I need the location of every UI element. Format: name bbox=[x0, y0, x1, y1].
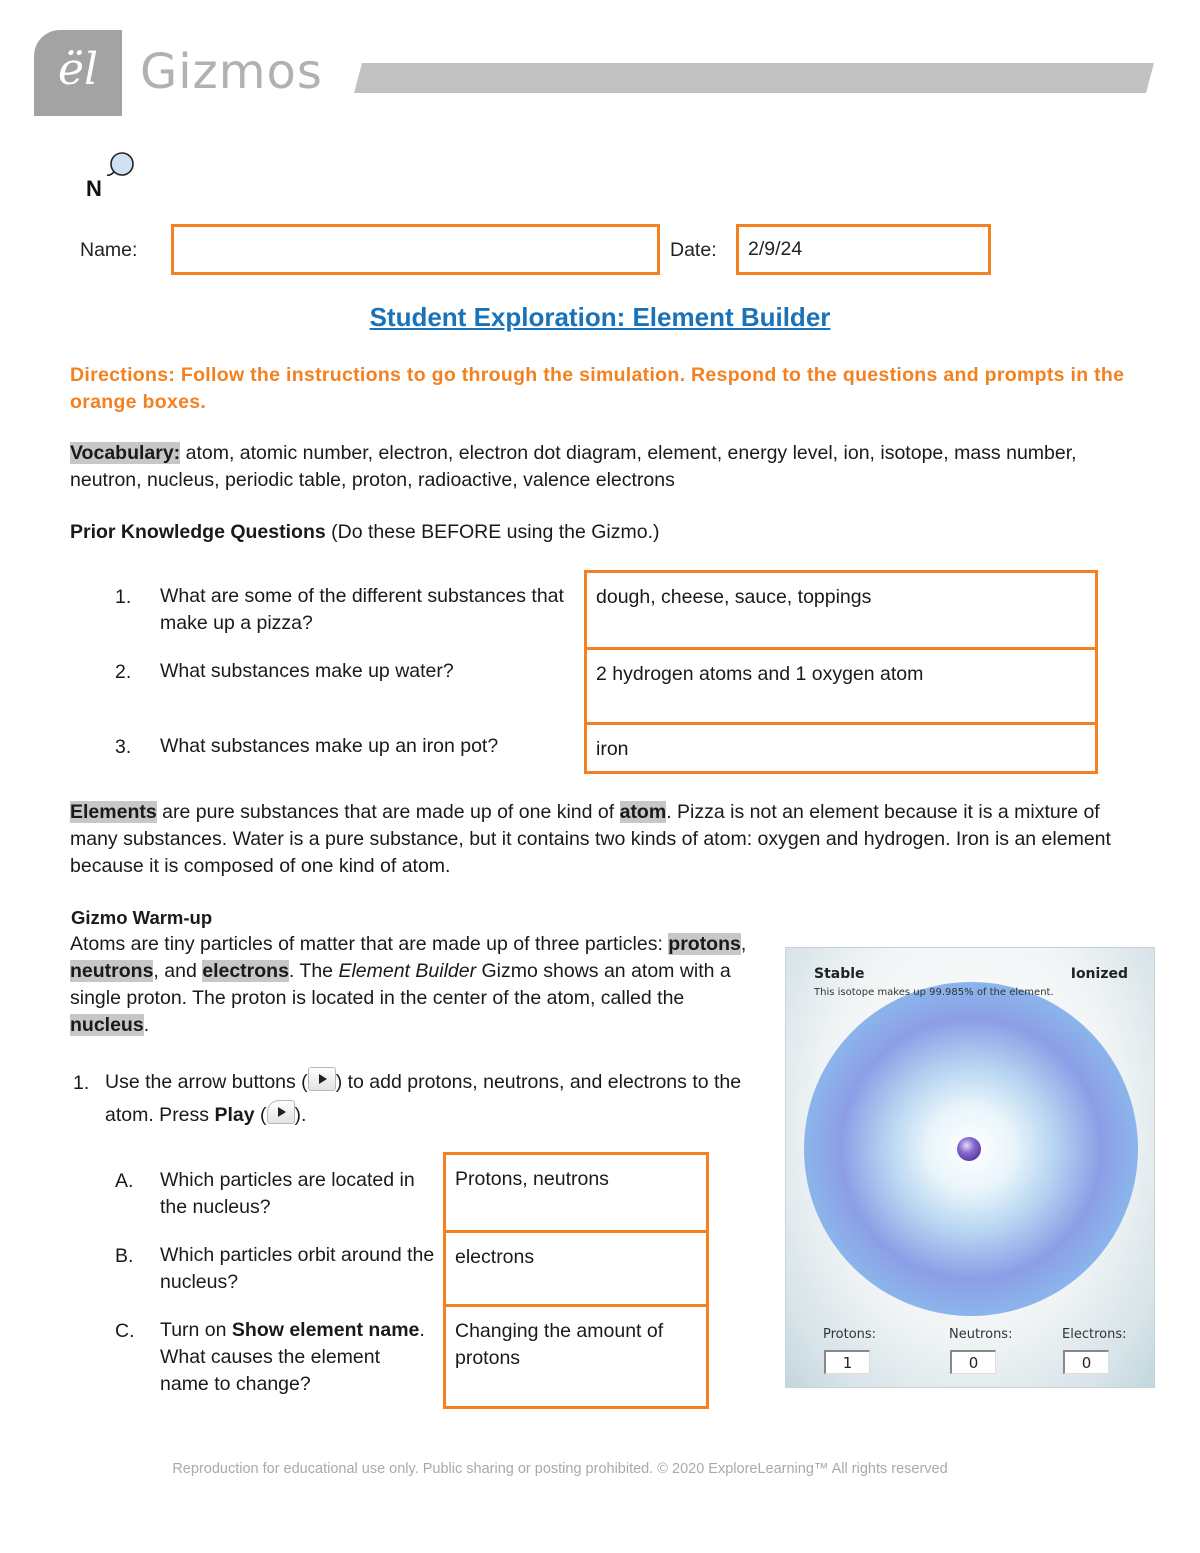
header-bar bbox=[354, 63, 1154, 93]
warmup-text: . The bbox=[288, 960, 339, 982]
show-element-name-label: Show element name bbox=[231, 1319, 420, 1341]
electrons-label: Electrons: bbox=[1062, 1327, 1127, 1342]
answer-box[interactable]: 2 hydrogen atoms and 1 oxygen atom bbox=[587, 650, 1095, 725]
brand-name: Gizmos bbox=[140, 44, 323, 100]
warmup-paragraph bbox=[70, 931, 760, 1039]
name-field[interactable] bbox=[171, 224, 660, 275]
name-value bbox=[174, 227, 657, 238]
play-label: Play bbox=[214, 1104, 255, 1126]
protons-field[interactable]: 1 bbox=[824, 1350, 870, 1374]
ionized-label: Ionized bbox=[1070, 966, 1128, 982]
neutrons-field[interactable]: 0 bbox=[950, 1350, 996, 1374]
question-letter: C. bbox=[115, 1320, 135, 1342]
step-text: ). bbox=[294, 1104, 307, 1126]
arrow-button-icon bbox=[308, 1067, 336, 1091]
warmup-text: Atoms are tiny particles of matter that are made up of three particles: bbox=[70, 933, 669, 955]
step-number: 1. bbox=[73, 1072, 90, 1094]
logo-glyph: ël bbox=[57, 44, 99, 95]
step-text: ( bbox=[254, 1104, 267, 1126]
question-letter: B. bbox=[115, 1245, 134, 1267]
date-label: Date: bbox=[670, 239, 717, 261]
question-text: What substances make up an iron pot? bbox=[160, 735, 499, 757]
elements-text: . Pizza is not an element because it is a mixture of many substances. Water is a pure substance, but it contains two kinds of atom: oxygen and hydrogen. Iron is an element because it is composed of one kind of atom. bbox=[70, 801, 1111, 877]
question-number: 1. bbox=[115, 586, 132, 608]
electrons-field[interactable]: 0 bbox=[1063, 1350, 1109, 1374]
elements-paragraph bbox=[70, 799, 1130, 880]
question-text: What are some of the different substances that make up a pizza? bbox=[160, 585, 564, 634]
answer-box[interactable]: iron bbox=[596, 738, 629, 760]
gizmo-simulation-panel bbox=[785, 947, 1155, 1388]
page-title: Student Exploration: Element Builder bbox=[369, 302, 831, 332]
vocabulary-paragraph bbox=[70, 440, 1130, 494]
answer-box[interactable]: Changing the amount of protons bbox=[455, 1320, 664, 1369]
step-text: Use the arrow buttons ( bbox=[105, 1071, 308, 1093]
warmup-text: , and bbox=[153, 960, 203, 982]
question-text: Which particles are located in the nucleus? bbox=[160, 1169, 415, 1218]
date-value: 2/9/24 bbox=[748, 238, 803, 260]
directions-text: Directions: Follow the instructions to go through the simulation. Respond to the questions and prompts in the orange boxes. bbox=[70, 364, 1125, 413]
term-electrons: electrons bbox=[202, 960, 289, 982]
warmup-heading: Gizmo Warm-up bbox=[71, 907, 213, 928]
play-button-icon bbox=[267, 1100, 295, 1124]
step-text: ) to add protons, neutrons, and electrons to the atom. Press bbox=[105, 1071, 742, 1126]
question-text-part: Turn on bbox=[160, 1319, 232, 1341]
prior-knowledge-title: Prior Knowledge Questions bbox=[70, 521, 326, 543]
prior-knowledge-heading bbox=[70, 519, 1130, 546]
question-text bbox=[160, 1317, 430, 1398]
warmup-text: , bbox=[740, 933, 747, 955]
nucleus-proton bbox=[957, 1137, 981, 1161]
question-letter: A. bbox=[115, 1170, 134, 1192]
neutrons-label: Neutrons: bbox=[949, 1327, 1013, 1342]
vocabulary-label: Vocabulary: bbox=[70, 442, 181, 464]
question-text-part: . What causes the element name to change? bbox=[160, 1319, 425, 1395]
isotope-note: This isotope makes up 99.985% of the element. bbox=[814, 987, 1054, 998]
protons-label: Protons: bbox=[823, 1327, 877, 1342]
warmup-answers bbox=[443, 1152, 709, 1409]
term-neutrons: neutrons bbox=[70, 960, 154, 982]
term-nucleus: nucleus bbox=[70, 1014, 144, 1036]
warmup-text: . bbox=[143, 1014, 150, 1036]
question-text: What substances make up water? bbox=[160, 660, 454, 682]
prior-knowledge-answers bbox=[584, 570, 1098, 774]
name-label: Name: bbox=[80, 239, 138, 261]
gizmo-name: Element Builder bbox=[338, 960, 477, 982]
copyright-footer: Reproduction for educational use only. Public sharing or posting prohibited. © 2020 ExploreLearning™ All rights reserved bbox=[172, 1461, 948, 1477]
n-bubble-icon bbox=[86, 148, 136, 198]
question-number: 3. bbox=[115, 736, 132, 758]
n-letter: N bbox=[86, 176, 102, 198]
answer-box[interactable]: electrons bbox=[446, 1233, 706, 1307]
vocabulary-list: atom, atomic number, electron, electron dot diagram, element, energy level, ion, isotope, mass number, neutron, nucleus, periodic table, proton, radioactive, valence electrons bbox=[70, 442, 1077, 491]
elements-text: are pure substances that are made up of one kind of bbox=[156, 801, 620, 823]
stability-label: Stable bbox=[814, 966, 865, 982]
prior-knowledge-note: (Do these BEFORE using the Gizmo.) bbox=[325, 521, 660, 543]
answer-box[interactable]: Protons, neutrons bbox=[446, 1155, 706, 1233]
term-elements: Elements bbox=[70, 801, 157, 823]
term-atom: atom bbox=[619, 801, 667, 823]
step-instruction bbox=[105, 1066, 765, 1132]
date-field[interactable] bbox=[736, 224, 991, 275]
question-number: 2. bbox=[115, 661, 132, 683]
term-protons: protons bbox=[668, 933, 741, 955]
warmup-text: Gizmo shows an atom with a single proton. The proton is located in the center of the atom, called the bbox=[70, 960, 731, 1009]
question-text: Which particles orbit around the nucleus? bbox=[160, 1244, 435, 1293]
answer-box[interactable]: dough, cheese, sauce, toppings bbox=[587, 573, 1095, 650]
